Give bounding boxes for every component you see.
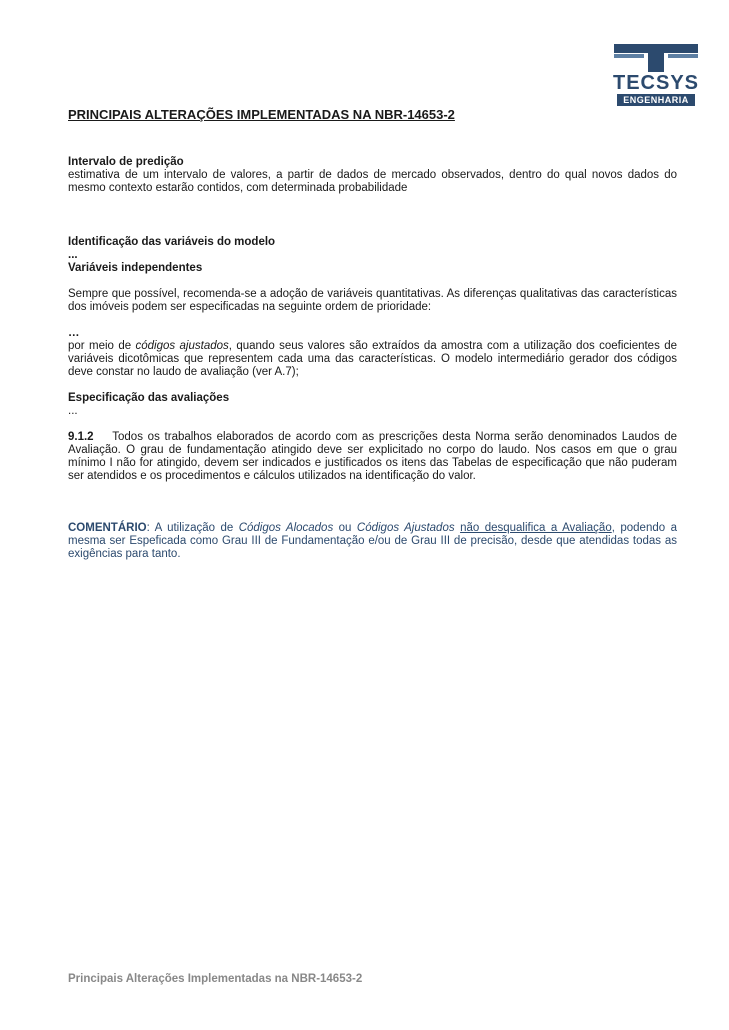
section-heading-variaveis: Identificação das variáveis do modelo — [68, 236, 276, 248]
section-heading-especificacao: Especificação das avaliações — [68, 392, 230, 404]
page-title: PRINCIPAIS ALTERAÇÕES IMPLEMENTADAS NA NBR-14653-2 — [68, 107, 455, 122]
page-footer: Principais Alterações Implementadas na NBR-14653-2 — [68, 973, 363, 985]
ellipsis: … — [68, 327, 80, 339]
paragraph-intervalo: estimativa de um intervalo de valores, a partir de dados de mercado observados, dentro do qual novos dados do mesmo contexto estarão contidos, com determinada probabilidade — [68, 169, 677, 194]
subheading-independentes: Variáveis independentes — [68, 262, 203, 274]
company-logo — [612, 44, 702, 110]
logo-brand: TECSYS — [612, 72, 700, 94]
document-body — [68, 108, 677, 561]
comment-paragraph: COMENTÁRIO: A utilização de Códigos Alocados ou Códigos Ajustados não desqualifica a Avaliação, podendo a mesma ser Espeficada como Grau III de Fundamentação e/ou de Grau III de precisão, desde que atendidas todas as exigências para tanto. — [68, 522, 677, 560]
logo-mark-icon — [612, 44, 700, 72]
section-heading-intervalo: Intervalo de predição — [68, 156, 184, 168]
logo-subtitle: ENGENHARIA — [612, 95, 700, 105]
ellipsis: ... — [68, 249, 78, 261]
paragraph-variaveis: Sempre que possível, recomenda-se a adoção de variáveis quantitativas. As diferenças qualitativas das características dos imóveis podem ser especificadas na seguinte ordem de prioridade: — [68, 288, 677, 313]
paragraph-codigos: por meio de códigos ajustados, quando seus valores são extraídos da amostra com a utilização dos coeficientes de variáveis dicotômicas que representem cada uma das características. O modelo intermediário gerador dos códigos deve constar no laudo de avaliação (ver A.7); — [68, 340, 677, 378]
paragraph-9-1-2: 9.1.2 Todos os trabalhos elaborados de acordo com as prescrições desta Norma serão denominados Laudos de Avaliação. O grau de fundamentação atingido deve ser explicitado no corpo do laudo. Nos casos em que o grau mínimo I não for atingido, devem ser indicados e justificados os itens das Tabelas de especificação que não puderam ser atendidos e os procedimentos e cálculos utilizados na identificação do valor. — [68, 431, 678, 482]
ellipsis: ... — [68, 405, 78, 417]
